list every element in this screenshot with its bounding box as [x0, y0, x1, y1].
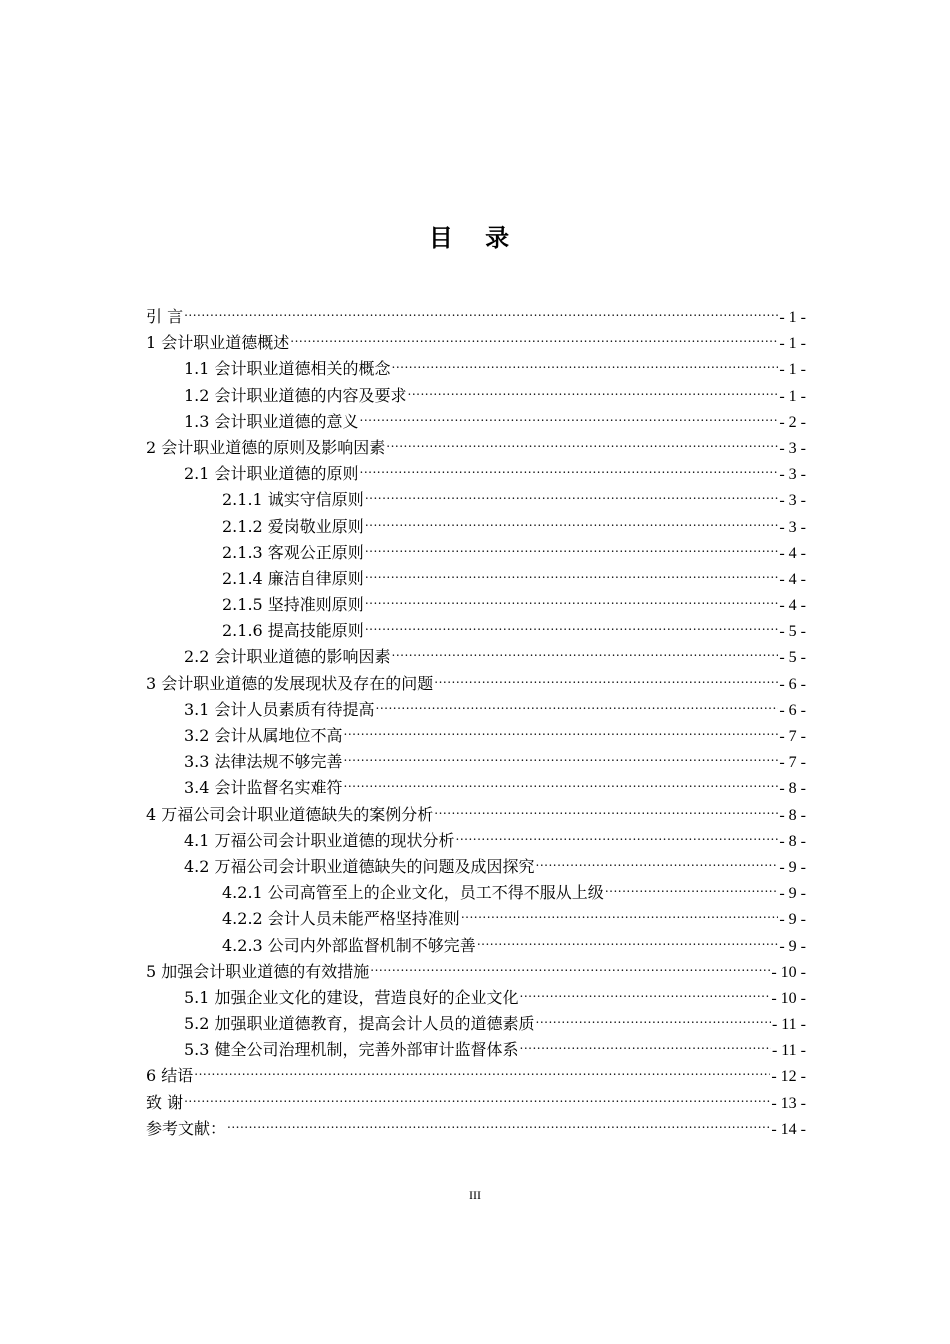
toc-entry-label: 4.2.3 公司内外部监督机制不够完善 [222, 935, 476, 955]
toc-entry[interactable] [146, 1055, 806, 1086]
toc-entry-label: 6 结语 [146, 1066, 194, 1086]
toc-dot-leader [365, 610, 779, 636]
table-of-contents [146, 296, 806, 1138]
toc-dot-leader [227, 1108, 770, 1134]
toc-entry-page: - 1 - [779, 309, 806, 326]
toc-dot-leader [370, 951, 770, 977]
toc-entry[interactable] [146, 296, 806, 326]
toc-entry-page: - 11 - [771, 1042, 806, 1060]
toc-dot-leader [605, 872, 779, 898]
toc-entry-page: - 10 - [771, 963, 806, 981]
toc-entry-label: 3.3 法律法规不够完善 [184, 752, 343, 772]
toc-entry-page: - 3 - [779, 492, 806, 510]
toc-dot-leader [344, 767, 779, 793]
toc-entry-page: - 4 - [779, 597, 806, 615]
toc-dot-leader [290, 322, 778, 348]
toc-entry-label: 4.1 万福公司会计职业道德的现状分析 [184, 830, 455, 850]
toc-dot-leader [434, 663, 778, 689]
toc-entry-page: - 7 - [779, 728, 806, 745]
toc-entry-label: 3 会计职业道德的发展现状及存在的问题 [146, 673, 434, 693]
toc-entry[interactable] [146, 1082, 806, 1112]
toc-dot-leader [386, 427, 778, 453]
toc-entry-label: 1.1 会计职业道德相关的概念 [184, 359, 391, 379]
toc-dot-leader [520, 1029, 771, 1055]
toc-entry-page: - 4 - [779, 544, 806, 562]
toc-dot-leader [461, 898, 779, 924]
toc-entry-label: 4.2.2 会计人员未能严格坚持准则 [222, 909, 460, 929]
toc-entry-label: 2.2 会计职业道德的影响因素 [184, 647, 391, 667]
toc-entry-page: - 3 - [779, 466, 806, 484]
toc-entry-page: - 8 - [779, 806, 806, 824]
toc-entry-page: - 5 - [779, 623, 806, 641]
toc-entry-label: 5.1 加强企业文化的建设，营造良好的企业文化 [184, 987, 519, 1007]
toc-dot-leader [360, 453, 779, 479]
toc-entry-page: - 10 - [771, 989, 806, 1007]
toc-entry-label: 1 会计职业道德概述 [146, 333, 290, 353]
toc-entry-page: - 4 - [779, 570, 806, 588]
toc-entry-page: - 3 - [779, 439, 806, 457]
toc-dot-leader [365, 584, 779, 610]
toc-entry-page: - 1 - [779, 361, 806, 379]
toc-entry-label: 2.1.2 爱岗敬业原则 [222, 516, 364, 536]
toc-entry-label: 1.2 会计职业道德的内容及要求 [184, 385, 407, 405]
toc-entry-label: 4 万福公司会计职业道德缺失的案例分析 [146, 804, 434, 824]
toc-dot-leader [184, 296, 778, 322]
toc-dot-leader [344, 741, 779, 767]
toc-dot-leader [365, 532, 779, 558]
toc-dot-leader [536, 1003, 771, 1029]
toc-entry-page: - 9 - [779, 911, 806, 929]
toc-entry-page: - 14 - [771, 1120, 806, 1138]
page-title: 目 录 [428, 224, 522, 252]
toc-entry-label: 2.1 会计职业道德的原则 [184, 464, 359, 484]
toc-dot-leader [365, 479, 779, 505]
toc-entry-page: - 11 - [771, 1016, 806, 1034]
toc-dot-leader [344, 715, 779, 741]
toc-dot-leader [392, 348, 779, 374]
toc-entry-page: - 13 - [771, 1094, 806, 1112]
toc-entry-page: - 8 - [779, 780, 806, 798]
toc-entry-label: 5.2 加强职业道德教育，提高会计人员的道德素质 [184, 1014, 535, 1034]
toc-entry-label: 4.2.1 公司高管至上的企业文化，员工不得不服从上级 [222, 883, 604, 903]
toc-entry-page: - 8 - [779, 832, 806, 850]
toc-entry-label: 致 谢 [146, 1092, 184, 1112]
toc-entry-page: - 6 - [779, 675, 806, 693]
toc-entry-page: - 7 - [779, 754, 806, 772]
toc-dot-leader [456, 820, 779, 846]
toc-entry-label: 参考文献： [146, 1118, 227, 1138]
toc-dot-leader [477, 925, 779, 951]
toc-dot-leader [376, 689, 779, 715]
toc-entry-label: 2.1.3 客观公正原则 [222, 542, 364, 562]
toc-entry-label: 2.1.5 坚持准则原则 [222, 595, 364, 615]
toc-entry-page: - 1 - [779, 335, 806, 353]
toc-entry-page: - 9 - [779, 858, 806, 876]
toc-entry-label: 3.2 会计从属地位不高 [184, 726, 343, 745]
toc-dot-leader [536, 846, 779, 872]
toc-entry-label: 2.1.1 诚实守信原则 [222, 490, 364, 510]
toc-entry-page: - 3 - [779, 518, 806, 536]
toc-dot-leader [520, 977, 771, 1003]
toc-entry-page: - 9 - [779, 885, 806, 903]
toc-dot-leader [360, 401, 779, 427]
page-number: III [469, 1188, 481, 1202]
toc-entry-label: 5 加强会计职业道德的有效措施 [146, 961, 370, 981]
toc-entry-page: - 6 - [779, 701, 806, 719]
toc-dot-leader [365, 506, 779, 532]
toc-entry-label: 2.1.6 提高技能原则 [222, 621, 364, 641]
toc-dot-leader [434, 794, 778, 820]
toc-dot-leader [392, 636, 779, 662]
toc-entry-label: 4.2 万福公司会计职业道德缺失的问题及成因探究 [184, 856, 535, 876]
toc-entry[interactable] [146, 322, 806, 353]
toc-dot-leader [194, 1055, 770, 1081]
toc-dot-leader [365, 558, 779, 584]
toc-entry-page: - 12 - [771, 1068, 806, 1086]
toc-entry-page: - 9 - [779, 937, 806, 955]
toc-entry-label: 引 言 [146, 307, 184, 326]
toc-dot-leader [184, 1082, 770, 1108]
toc-dot-leader [408, 375, 779, 401]
toc-entry-label: 3.1 会计人员素质有待提高 [184, 699, 375, 719]
toc-entry-page: - 5 - [779, 649, 806, 667]
toc-entry-label: 5.3 健全公司治理机制，完善外部审计监督体系 [184, 1040, 519, 1060]
toc-entry-label: 2.1.4 廉洁自律原则 [222, 568, 364, 588]
toc-entry-label: 1.3 会计职业道德的意义 [184, 411, 359, 431]
toc-entry-page: - 1 - [779, 387, 806, 405]
toc-entry-label: 2 会计职业道德的原则及影响因素 [146, 437, 386, 457]
toc-entry-page: - 2 - [779, 413, 806, 431]
toc-entry[interactable] [146, 1108, 806, 1138]
toc-entry-label: 3.4 会计监督名实难符 [184, 778, 343, 798]
